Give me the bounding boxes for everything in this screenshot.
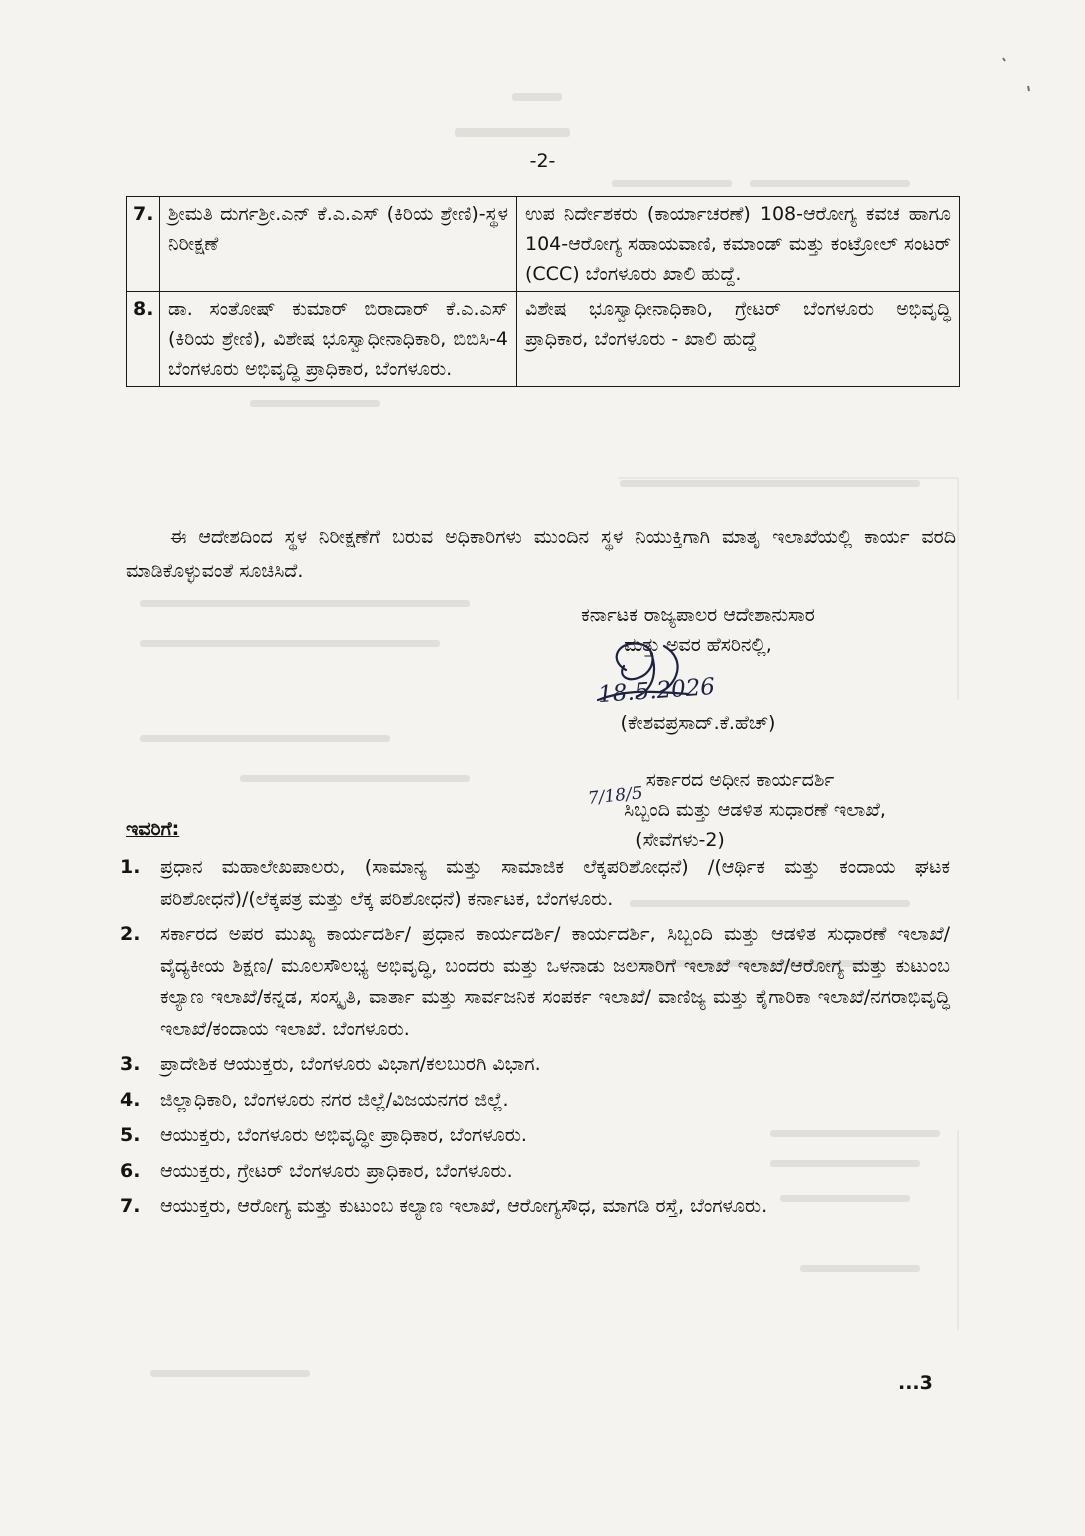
table-row xyxy=(127,197,960,292)
item-number: 1. xyxy=(120,856,141,878)
cc-list xyxy=(120,852,950,1227)
posting-cell: ವಿಶೇಷ ಭೂಸ್ವಾಧೀನಾಧಿಕಾರಿ, ಗ್ರೇಟರ್ ಬೆಂಗಳೂರು ಅಭಿವೃದ್ಧಿ ಪ್ರಾಧಿಕಾರ, ಬೆಂಗಳೂರು - ಖಾಲಿ ಹುದ್ದೆ xyxy=(517,292,960,387)
list-item xyxy=(120,1156,950,1188)
section: (ಸೇವೆಗಳು-2) xyxy=(635,829,725,851)
transfer-table xyxy=(126,196,960,387)
governor-name-line: ಮತ್ತು ಅವರ ಹೆಸರಿನಲ್ಲಿ, xyxy=(624,634,772,656)
item-text: ಜಿಲ್ಲಾಧಿಕಾರಿ, ಬೆಂಗಳೂರು ನಗರ ಜಿಲ್ಲೆ/ವಿಜಯನಗರ ಜಿಲ್ಲೆ. xyxy=(160,1088,509,1111)
initials: 7/18/5 xyxy=(587,783,644,809)
item-number: 2. xyxy=(120,923,141,945)
item-text: ಆಯುಕ್ತರು, ಆರೋಗ್ಯ ಮತ್ತು ಕುಟುಂಬ ಕಲ್ಯಾಣ ಇಲಾಖೆ, ಆರೋಗ್ಯಸೌಧ, ಮಾಗಡಿ ರಸ್ತೆ, ಬೆಂಗಳೂರು. xyxy=(160,1195,768,1217)
item-number: 7. xyxy=(120,1195,141,1217)
item-text: ಸರ್ಕಾರದ ಅಪರ ಮುಖ್ಯ ಕಾರ್ಯದರ್ಶಿ/ ಪ್ರಧಾನ ಕಾರ್ಯದರ್ಶಿ/ ಕಾರ್ಯದರ್ಶಿ, ಸಿಬ್ಬಂದಿ ಮತ್ತು ಆಡಳಿತ ಸುಧಾರಣೆ ಇಲಾಖೆ/ವೈದ್ಯಕೀಯ ಶಿಕ್ಷಣ/ ಮೂಲಸೌಲಭ್ಯ ಅಭಿವೃದ್ಧಿ, ಬಂದರು ಮತ್ತು ಒಳನಾಡು ಜಲಸಾರಿಗೆ ಇಲಾಖೆ ಇಲಾಖೆ/ಆರೋಗ್ಯ ಮತ್ತು ಕುಟುಂಬ ಕಲ್ಯಾಣ ಇಲಾಖೆ/ಕನ್ನಡ, ಸಂಸ್ಕೃತಿ, ವಾರ್ತಾ ಮತ್ತು ಸಾರ್ವಜನಿಕ ಸಂಪರ್ಕ ಇಲಾಖೆ/ ವಾಣಿಜ್ಯ ಮತ್ತು ಕೈಗಾರಿಕಾ ಇಲಾಖೆ/ನಗರಾಭಿವೃದ್ಧಿ ಇಲಾಖೆ/ಕಂದಾಯ ಇಲಾಖೆ. ಬೆಂಗಳೂರು. xyxy=(160,923,950,1040)
list-item xyxy=(120,852,950,915)
item-number: 4. xyxy=(120,1088,141,1111)
order-instruction-paragraph: ಈ ಆದೇಶದಿಂದ ಸ್ಥಳ ನಿರೀಕ್ಷಣೆಗೆ ಬರುವ ಅಧಿಕಾರಿಗಳು ಮುಂದಿನ ಸ್ಥಳ ನಿಯುಕ್ತಿಗಾಗಿ ಮಾತೃ ಇಲಾಖೆಯಲ್ಲಿ ಕಾರ್ಯ ವರದಿ ಮಾಡಿಕೊಳ್ಳುವಂತೆ ಸೂಚಿಸಿದೆ. xyxy=(126,526,956,582)
posting-cell: ಉಪ ನಿರ್ದೇಶಕರು (ಕಾರ್ಯಾಚರಣೆ) 108-ಆರೋಗ್ಯ ಕವಚ ಹಾಗೂ 104-ಆರೋಗ್ಯ ಸಹಾಯವಾಣಿ, ಕಮಾಂಡ್ ಮತ್ತು ಕಂಟ್ರೋಲ್ ಸಂಟರ್ (CCC) ಬೆಂಗಳೂರು ಖಾಲಿ ಹುದ್ದೆ. xyxy=(517,197,960,292)
list-item xyxy=(120,1049,950,1081)
table-row xyxy=(127,292,960,387)
signatory-name: (ಕೇಶವಪ್ರಸಾದ್.ಕೆ.ಹೆಚ್) xyxy=(620,712,776,734)
list-item xyxy=(120,919,950,1045)
item-number: 5. xyxy=(120,1124,141,1146)
item-text: ಪ್ರಧಾನ ಮಹಾಲೇಖಪಾಲರು, (ಸಾಮಾನ್ಯ ಮತ್ತು ಸಾಮಾಜಿಕ ಲೆಕ್ಕಪರಿಶೋಧನೆ) /(ಆರ್ಥಿಕ ಮತ್ತು ಕಂದಾಯ ಘಟಕ ಪರಿಶೋಧನೆ)/(ಲೆಕ್ಕಪತ್ರ ಮತ್ತು ಲೆಕ್ಕ ಪರಿಶೋಧನೆ) ಕರ್ನಾಟಕ, ಬೆಂಗಳೂರು. xyxy=(160,856,950,910)
designation: ಸರ್ಕಾರದ ಅಧೀನ ಕಾರ್ಯದರ್ಶಿ xyxy=(645,769,835,791)
list-item xyxy=(120,1085,950,1117)
item-text: ಪ್ರಾದೇಶಿಕ ಆಯುಕ್ತರು, ಬೆಂಗಳೂರು ವಿಭಾಗ/ಕಲಬುರಗಿ ವಿಭಾಗ. xyxy=(160,1053,541,1075)
item-text: ಆಯುಕ್ತರು, ಗ್ರೇಟರ್ ಬೆಂಗಳೂರು ಪ್ರಾಧಿಕಾರ, ಬೆಂಗಳೂರು. xyxy=(160,1159,513,1182)
page-number: -2- xyxy=(529,150,556,172)
list-item xyxy=(120,1120,950,1152)
list-item xyxy=(120,1191,950,1223)
item-number: 3. xyxy=(120,1053,141,1075)
item-number: 6. xyxy=(120,1159,141,1182)
governor-order-line: ಕರ್ನಾಟಕ ರಾಜ್ಯಪಾಲರ ಆದೇಶಾನುಸಾರ xyxy=(581,604,815,626)
item-text: ಆಯುಕ್ತರು, ಬೆಂಗಳೂರು ಅಭಿವೃದ್ಧೀ ಪ್ರಾಧಿಕಾರ, ಬೆಂಗಳೂರು. xyxy=(160,1124,527,1146)
next-page-marker: ...3 xyxy=(898,1372,933,1394)
cc-heading: ಇವರಿಗೆ: xyxy=(126,818,180,840)
officer-name-cell: ಡಾ. ಸಂತೋಷ್ ಕುಮಾರ್ ಬಿರಾದಾರ್ ಕೆ.ಎ.ಎಸ್ (ಕಿರಿಯ ಶ್ರೇಣಿ), ವಿಶೇಷ ಭೂಸ್ವಾಧೀನಾಧಿಕಾರಿ, ಬಿಬಿಸಿ-4 ಬೆಂಗಳೂರು ಅಭಿವೃದ್ಧಿ ಪ್ರಾಧಿಕಾರ, ಬೆಂಗಳೂರು. xyxy=(160,292,517,387)
serial-number: 7. xyxy=(127,197,160,292)
officer-name-cell: ಶ್ರೀಮತಿ ದುರ್ಗಶ್ರೀ.ಎನ್ ಕೆ.ಎ.ಎಸ್ (ಕಿರಿಯ ಶ್ರೇಣಿ)-ಸ್ಥಳ ನಿರೀಕ್ಷಣೆ xyxy=(160,197,517,292)
serial-number: 8. xyxy=(127,292,160,387)
signature-date: 18.5.2026 xyxy=(597,673,716,709)
department: ಸಿಬ್ಬಂದಿ ಮತ್ತು ಆಡಳಿತ ಸುಧಾರಣೆ ಇಲಾಖೆ, xyxy=(624,799,886,821)
